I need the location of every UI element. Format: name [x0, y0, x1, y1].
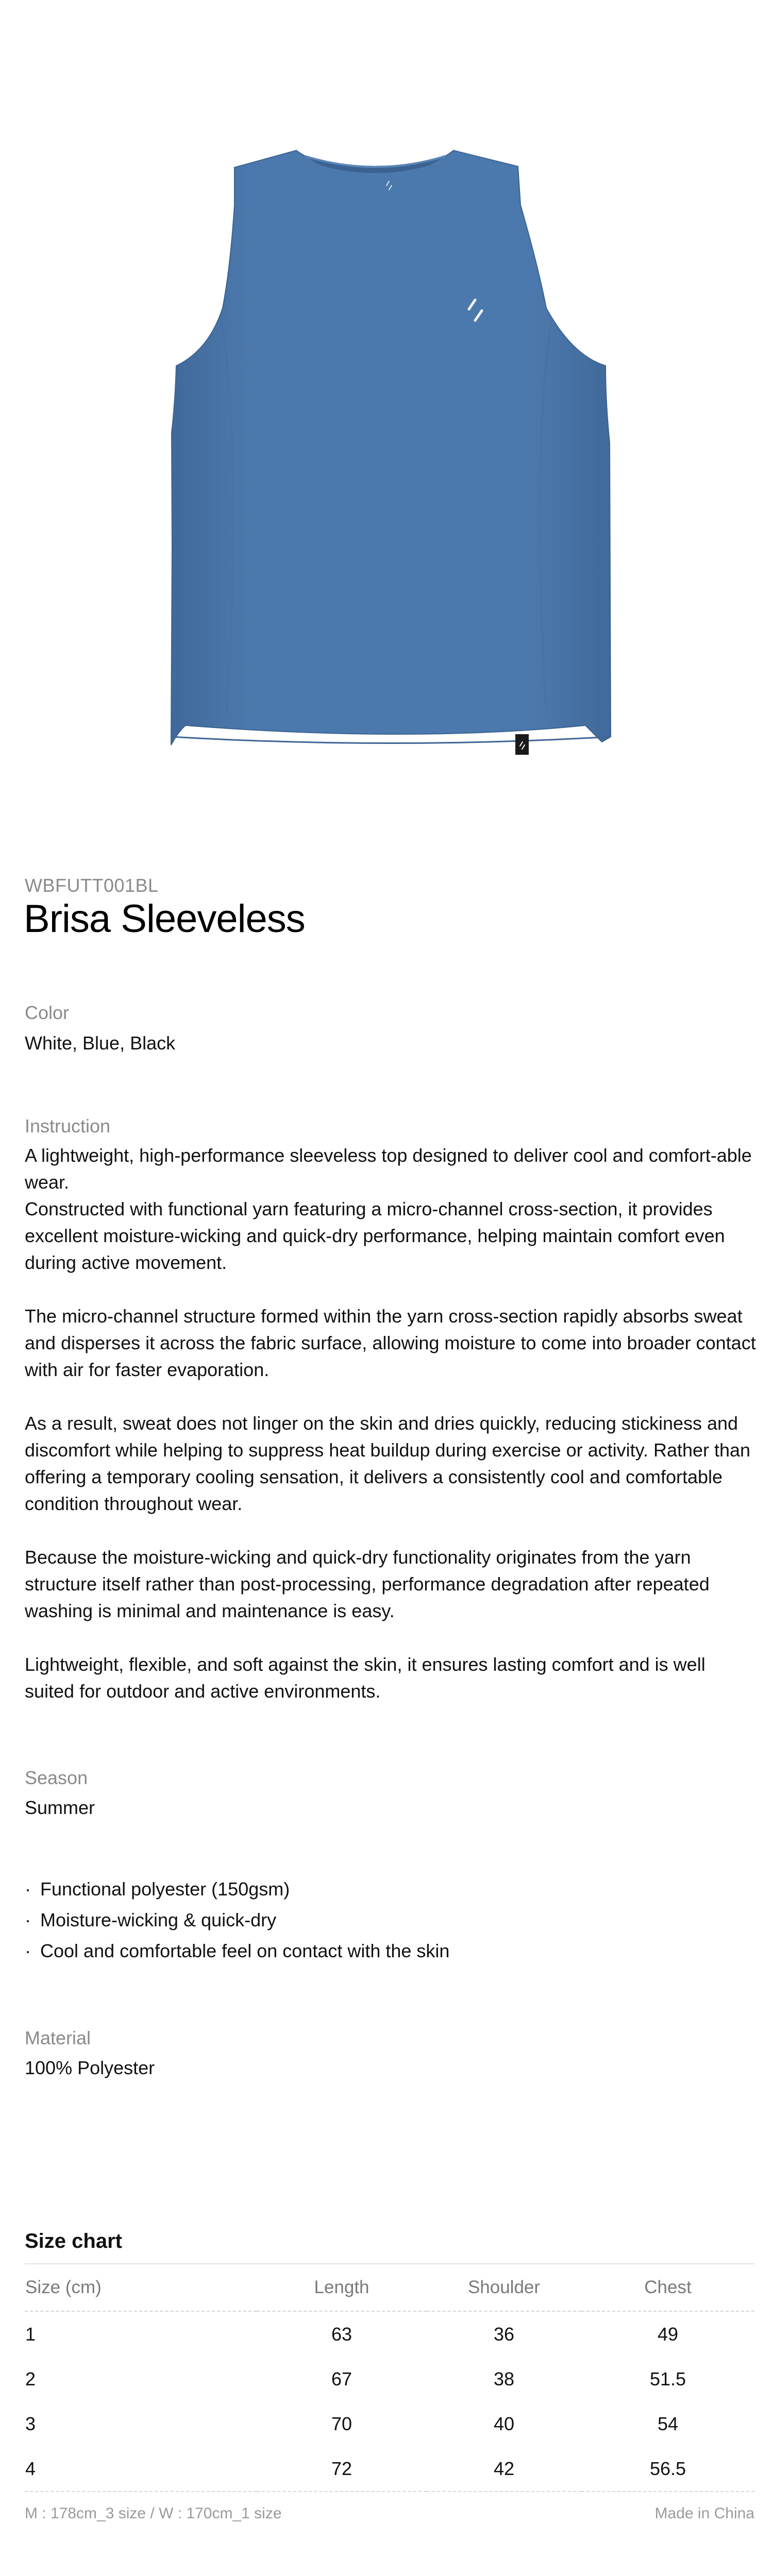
table-row [25, 2357, 754, 2401]
chest-cell: 49 [657, 2323, 679, 2345]
size-chart-header-row [25, 2264, 754, 2311]
length-cell: 67 [331, 2368, 352, 2389]
header-length: Length [314, 2277, 369, 2297]
feature-item: · Cool and comfortable feel on contact with the skin [25, 1936, 449, 1967]
season-value: Summer [25, 1797, 95, 1818]
instruction-paragraph: The micro-channel structure formed within the yarn cross-section rapidly absorbs sweat and disperses it across the fabric surface, allowing moisture to come into broader contact with air for faster evaporation. [25, 1306, 756, 1380]
hem-tag [515, 734, 529, 755]
tank-top-body [171, 150, 611, 745]
chest-cell: 56.5 [649, 2458, 686, 2479]
length-cell: 63 [331, 2323, 352, 2345]
header-size: Size (cm) [25, 2277, 102, 2297]
feature-item: · Moisture-wicking & quick-dry [25, 1905, 449, 1936]
material-label: Material [25, 2027, 91, 2048]
season-label: Season [25, 1767, 88, 1788]
size-cell: 4 [25, 2458, 36, 2479]
size-chart-title: Size chart [25, 2230, 122, 2252]
length-cell: 72 [331, 2458, 352, 2479]
table-row [25, 2446, 754, 2492]
country-of-origin: Made in China [654, 2505, 754, 2522]
instruction-label: Instruction [25, 1115, 111, 1137]
product-title: Brisa Sleeveless [24, 897, 305, 941]
material-value: 100% Polyester [25, 2057, 155, 2078]
shoulder-cell: 42 [493, 2458, 515, 2479]
product-sku: WBFUTT001BL [25, 875, 159, 896]
color-label: Color [25, 1002, 70, 1023]
shoulder-cell: 38 [493, 2368, 515, 2389]
feature-item: · Functional polyester (150gsm) [25, 1874, 449, 1905]
size-cell: 2 [25, 2368, 36, 2389]
instruction-paragraph: A lightweight, high-performance sleeveless top designed to deliver cool and comfort-able wear. Constructed with functional yarn featuring a micro-channel cross-section, it provides excellent moisture-wicking and quick-dry performance, helping maintain comfort even during active movement. [25, 1145, 752, 1273]
table-row [25, 2401, 754, 2446]
header-shoulder: Shoulder [467, 2277, 541, 2297]
size-chart-table [25, 2263, 754, 2492]
instruction-text [25, 1142, 757, 1732]
shoulder-cell: 40 [493, 2413, 515, 2434]
feature-list [25, 1874, 449, 1967]
table-row [25, 2311, 754, 2357]
sleeveless-tank-top-image [0, 0, 773, 824]
length-cell: 70 [331, 2413, 352, 2434]
size-cell: 1 [25, 2323, 36, 2345]
instruction-paragraph: As a result, sweat does not linger on the skin and dries quickly, reducing stickiness and discomfort while helping to suppress heat buildup during exercise or activity. Rather than offering a temporary cooling sensation, it delivers a consistently cool and comfortable condition throughout wear. [25, 1413, 751, 1514]
shoulder-cell: 36 [493, 2323, 515, 2345]
instruction-paragraph: Because the moisture-wicking and quick-dry functionality originates from the yarn structure itself rather than post-processing, performance degradation after repeated washing is minimal and maintenance is easy. [25, 1547, 710, 1621]
color-value: White, Blue, Black [25, 1032, 176, 1054]
model-size-note: M : 178cm_3 size / W : 170cm_1 size [25, 2505, 282, 2522]
product-image [0, 0, 773, 824]
size-cell: 3 [25, 2413, 36, 2434]
header-chest: Chest [644, 2277, 692, 2297]
chest-cell: 54 [657, 2413, 679, 2434]
chest-cell: 51.5 [649, 2368, 686, 2389]
instruction-paragraph: Lightweight, flexible, and soft against the skin, it ensures lasting comfort and is well suited for outdoor and active environments. [25, 1654, 705, 1702]
